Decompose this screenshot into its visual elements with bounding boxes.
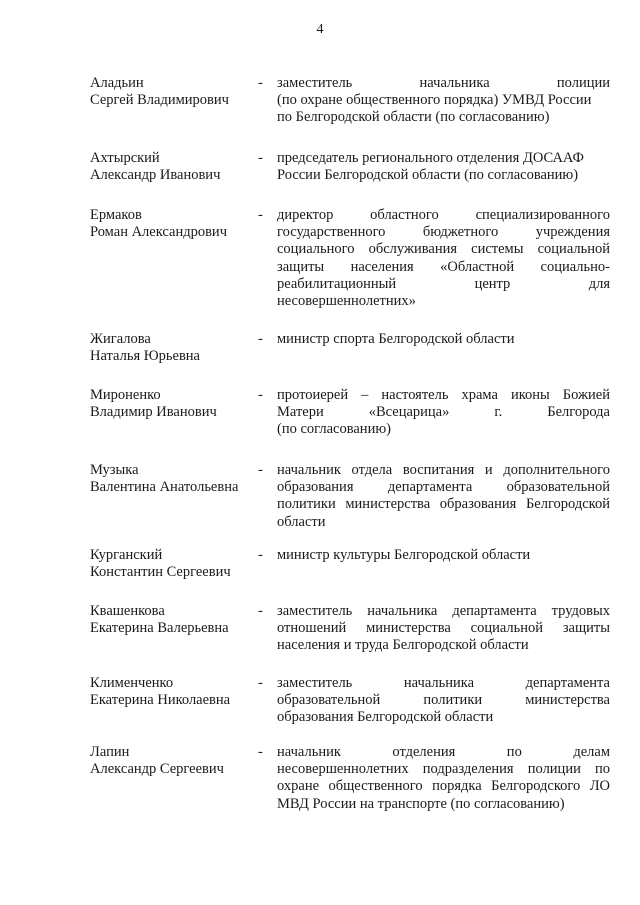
member-given-names: Владимир Иванович (90, 404, 217, 421)
position-line: области (277, 513, 326, 530)
position-line: государственного бюджетного учреждения (277, 224, 610, 241)
member-given-names: Екатерина Николаевна (90, 692, 231, 709)
entry-dash: - (258, 675, 263, 691)
entry-dash: - (258, 207, 263, 223)
member-surname: Музыка (90, 462, 139, 478)
member-position (277, 207, 610, 310)
position-line: председатель регионального отделения ДОСААФ (277, 150, 584, 166)
position-line: министр культуры Белгородской области (277, 547, 531, 563)
position-line: реабилитационный центр для (277, 275, 610, 292)
position-line: по Белгородской области (по согласованию) (277, 109, 550, 126)
position-line: (по охране общественного порядка) УМВД России (277, 92, 592, 109)
member-name (90, 547, 250, 581)
member-given-names: Константин Сергеевич (90, 564, 231, 581)
member-given-names: Александр Иванович (90, 167, 221, 184)
position-line: несовершеннолетних» (277, 293, 416, 310)
member-position (277, 75, 610, 127)
member-name (90, 75, 250, 109)
member-surname: Квашенкова (90, 603, 165, 619)
member-surname: Жигалова (90, 331, 151, 347)
entry-dash: - (258, 547, 263, 563)
position-line: Матери «Всецарица» г. Белгорода (277, 404, 610, 421)
position-line: несовершеннолетних подразделения полиции по (277, 761, 610, 778)
position-line: образования Белгородской области (277, 709, 494, 726)
member-surname: Ахтырский (90, 150, 160, 166)
member-position (277, 331, 610, 348)
entry-dash: - (258, 603, 263, 619)
member-name (90, 675, 250, 709)
position-line: заместитель начальника департамента трудовых (277, 603, 610, 619)
entry-dash: - (258, 744, 263, 760)
member-given-names: Сергей Владимирович (90, 92, 229, 109)
member-name (90, 603, 250, 637)
member-given-names: Валентина Анатольевна (90, 479, 239, 496)
member-surname: Мироненко (90, 387, 161, 403)
position-line: социального обслуживания системы социальной (277, 241, 610, 258)
member-position (277, 603, 610, 655)
member-name (90, 462, 250, 496)
position-line: образовательной политики министерства (277, 692, 610, 709)
entry-dash: - (258, 150, 263, 166)
member-position (277, 547, 610, 564)
position-line: охране общественного порядка Белгородского ЛО (277, 778, 610, 795)
page-number: 4 (316, 22, 324, 37)
member-position (277, 150, 610, 184)
member-given-names: Роман Александрович (90, 224, 227, 241)
position-line: России Белгородской области (по согласованию) (277, 167, 579, 184)
position-line: политики министерства образования Белгородской (277, 496, 610, 513)
member-position (277, 462, 610, 531)
member-position (277, 744, 610, 813)
member-name (90, 207, 250, 241)
member-surname: Клименченко (90, 675, 174, 691)
position-line: МВД России на транспорте (по согласованию) (277, 795, 565, 812)
position-line: образования департамента образовательной (277, 479, 610, 496)
position-line: отношений министерства социальной защиты (277, 620, 610, 637)
position-line: населения и труда Белгородской области (277, 637, 529, 654)
position-line: заместитель начальника полиции (277, 75, 610, 91)
member-position (277, 387, 610, 439)
member-name (90, 150, 250, 184)
member-given-names: Александр Сергеевич (90, 761, 224, 778)
member-surname: Ермаков (90, 207, 142, 223)
position-line: министр спорта Белгородской области (277, 331, 515, 347)
member-position (277, 675, 610, 727)
member-surname: Аладьин (90, 75, 144, 91)
entry-dash: - (258, 331, 263, 347)
position-line: начальник отдела воспитания и дополнительного (277, 462, 610, 478)
entry-dash: - (258, 387, 263, 403)
position-line: начальник отделения по делам (277, 744, 610, 760)
position-line: заместитель начальника департамента (277, 675, 610, 691)
member-name (90, 331, 250, 365)
member-given-names: Екатерина Валерьевна (90, 620, 229, 637)
position-line: защиты населения «Областной социально- (277, 258, 610, 275)
position-line: директор областного специализированного (277, 207, 610, 223)
member-surname: Курганский (90, 547, 163, 563)
entry-dash: - (258, 75, 263, 91)
member-given-names: Наталья Юрьевна (90, 348, 200, 365)
member-surname: Лапин (90, 744, 130, 760)
entry-dash: - (258, 462, 263, 478)
position-line: (по согласованию) (277, 421, 391, 438)
position-line: протоиерей – настоятель храма иконы Божией (277, 387, 610, 403)
member-name (90, 744, 250, 778)
member-name (90, 387, 250, 421)
